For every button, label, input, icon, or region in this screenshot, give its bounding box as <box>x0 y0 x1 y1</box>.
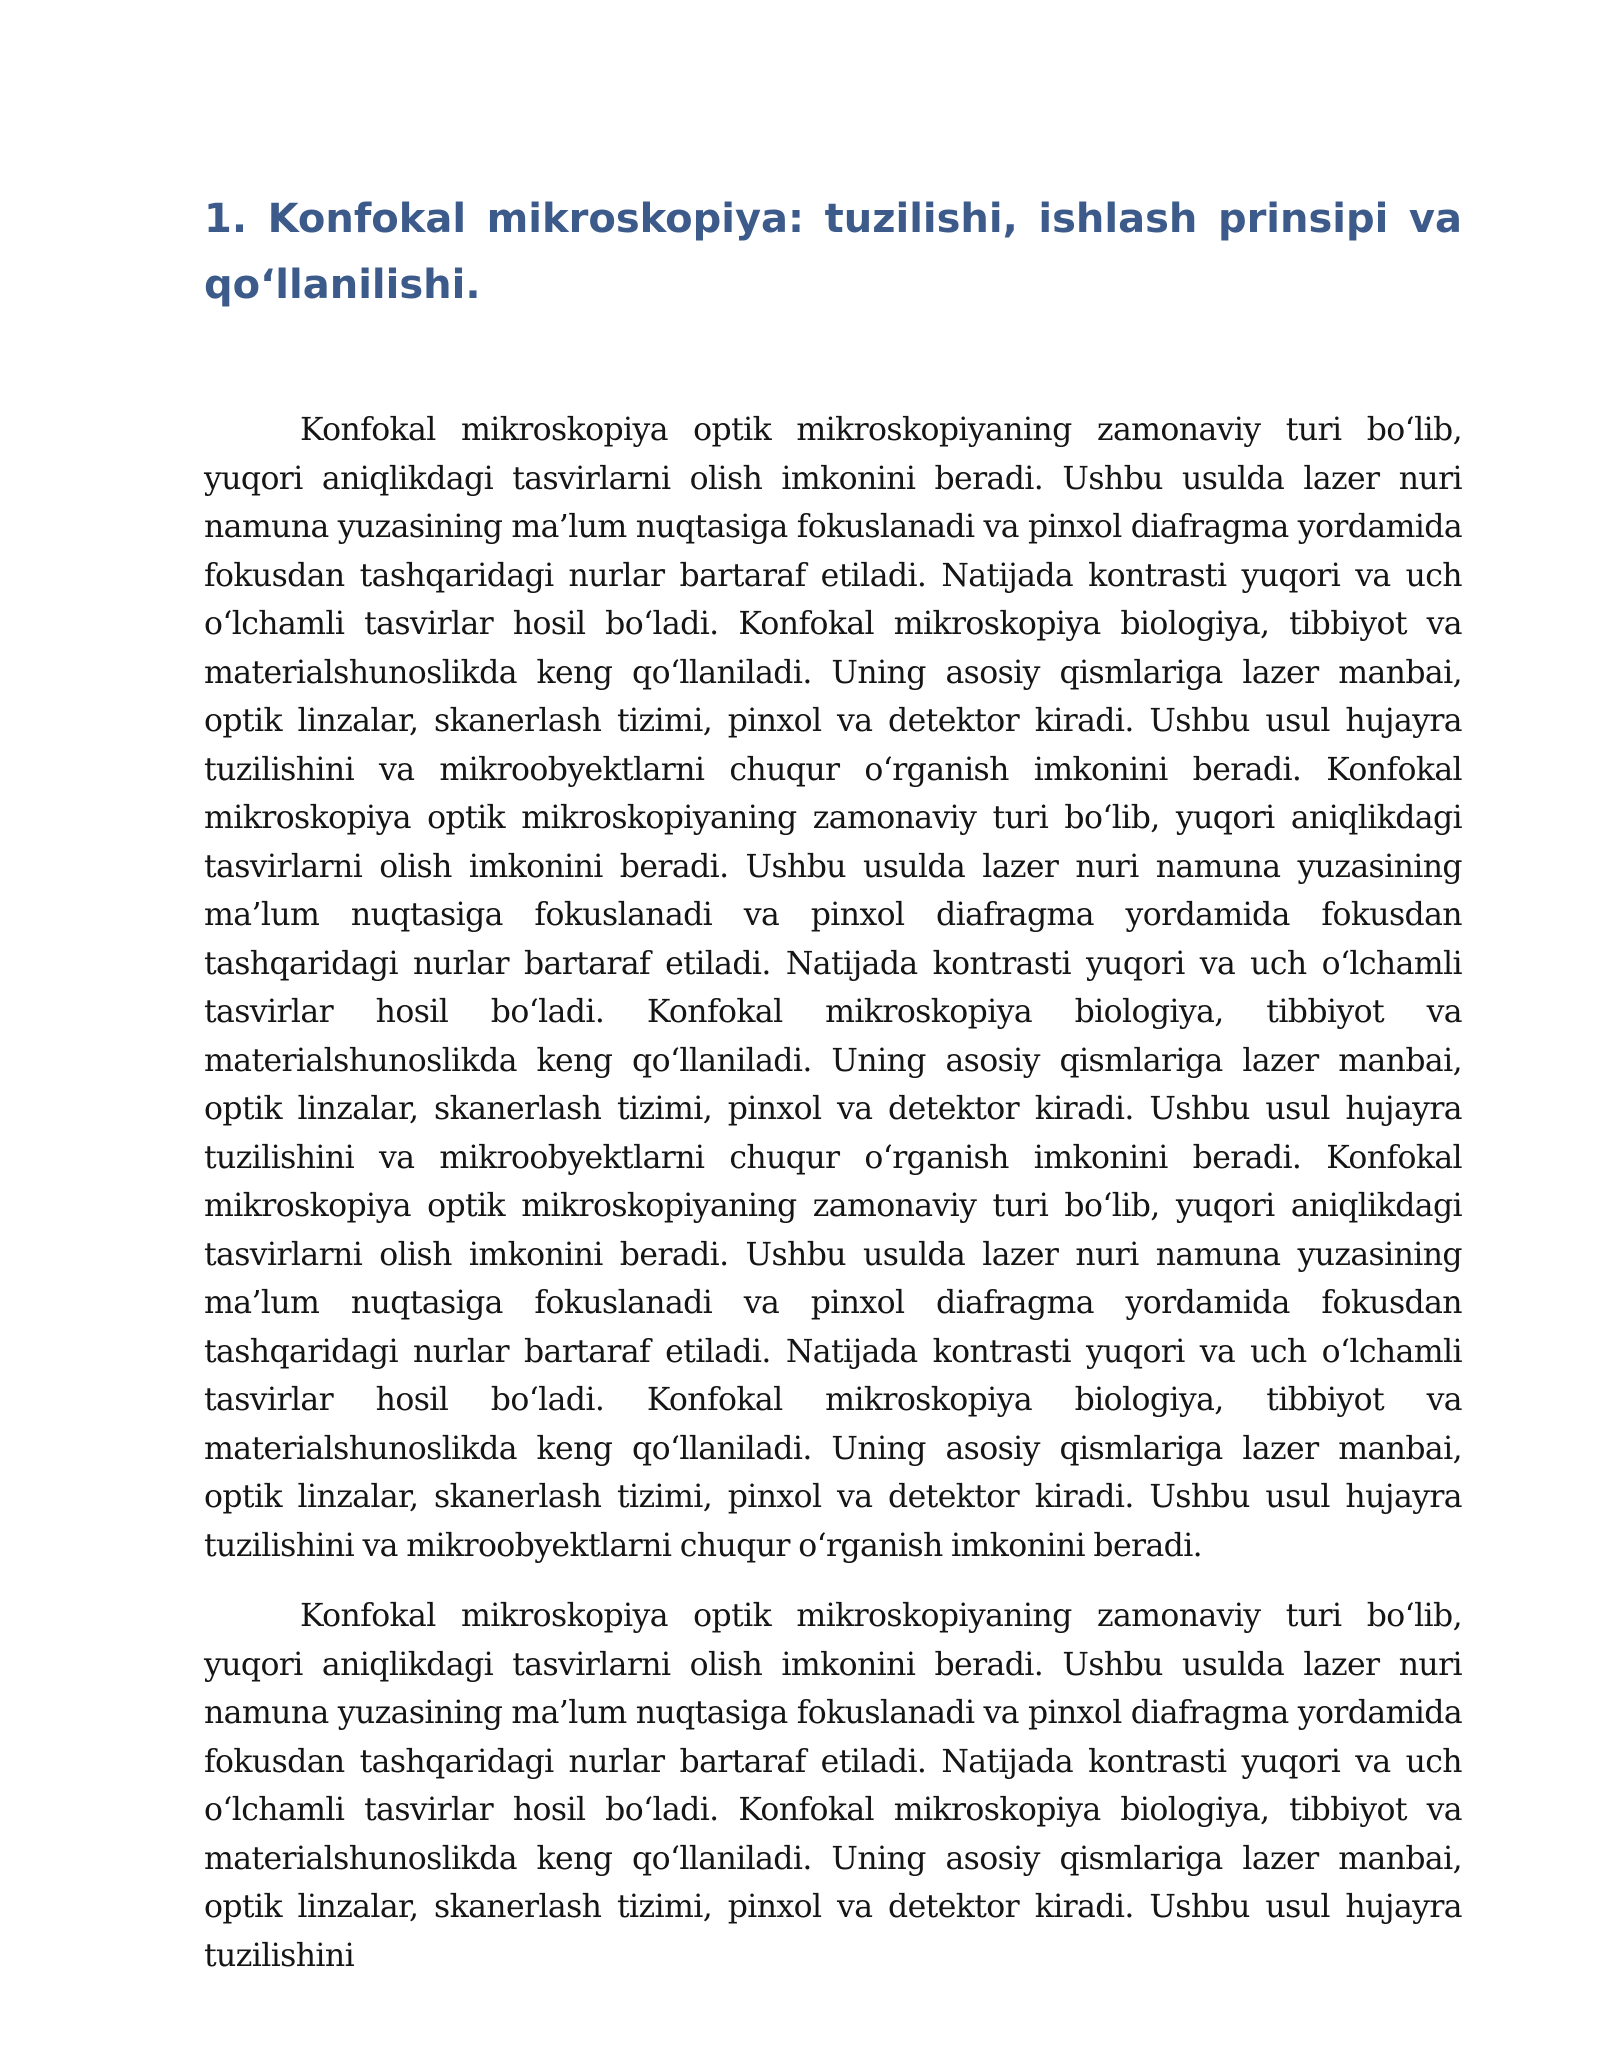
paragraph: Konfokal mikroskopiya optik mikroskopiyaning zamonaviy turi bo‘lib, yuqori aniqlikdagi tasvirlarni olish imkonini beradi. Ushbu usulda lazer nuri namuna yuzasining ma’lum nuqtasiga fokuslanadi va pinxol diafragma yordamida fokusdan tashqaridagi nurlar bartaraf etiladi. Natijada kontrasti yuqori va uch o‘lchamli tasvirlar hosil bo‘ladi. Konfokal mikroskopiya biologiya, tibbiyot va materialshunoslikda keng qo‘llaniladi. Uning asosiy qismlariga lazer manbai, optik linzalar, skanerlash tizimi, pinxol va detektor kiradi. Ushbu usul hujayra tuzilishini <box>204 1598 1462 1974</box>
paragraph: Konfokal mikroskopiya optik mikroskopiyaning zamonaviy turi bo‘lib, yuqori aniqlikdagi tasvirlarni olish imkonini beradi. Ushbu usulda lazer nuri namuna yuzasining ma’lum nuqtasiga fokuslanadi va pinxol diafragma yordamida fokusdan tashqaridagi nurlar bartaraf etiladi. Natijada kontrasti yuqori va uch o‘lchamli tasvirlar hosil bo‘ladi. Konfokal mikroskopiya biologiya, tibbiyot va materialshunoslikda keng qo‘llaniladi. Uning asosiy qismlariga lazer manbai, optik linzalar, skanerlash tizimi, pinxol va detektor kiradi. Ushbu usul hujayra tuzilishini va mikroobyektlarni chuqur o‘rganish imkonini beradi. Konfokal mikroskopiya optik mikroskopiyaning zamonaviy turi bo‘lib, yuqori aniqlikdagi tasvirlarni olish imkonini beradi. Ushbu usulda lazer nuri namuna yuzasining ma’lum nuqtasiga fokuslanadi va pinxol diafragma yordamida fokusdan tashqaridagi nurlar bartaraf etiladi. Natijada kontrasti yuqori va uch o‘lchamli tasvirlar hosil bo‘ladi. Konfokal mikroskopiya biologiya, tibbiyot va materialshunoslikda keng qo‘llaniladi. Uning asosiy qismlariga lazer manbai, optik linzalar, skanerlash tizimi, pinxol va detektor kiradi. Ushbu usul hujayra tuzilishini va mikroobyektlarni chuqur o‘rganish imkonini beradi. Konfokal mikroskopiya optik mikroskopiyaning zamonaviy turi bo‘lib, yuqori aniqlikdagi tasvirlarni olish imkonini beradi. Ushbu usulda lazer nuri namuna yuzasining ma’lum nuqtasiga fokuslanadi va pinxol diafragma yordamida fokusdan tashqaridagi nurlar bartaraf etiladi. Natijada kontrasti yuqori va uch o‘lchamli tasvirlar hosil bo‘ladi. Konfokal mikroskopiya biologiya, tibbiyot va materialshunoslikda keng qo‘llaniladi. Uning asosiy qismlariga lazer manbai, optik linzalar, skanerlash tizimi, pinxol va detektor kiradi. Ushbu usul hujayra tuzilishini va mikroobyektlarni chuqur o‘rganish imkonini beradi. <box>204 412 1462 1564</box>
section-heading: 1. Konfokal mikroskopiya: tuzilishi, ishlash prinsipi va qo‘llanilishi. <box>204 196 1462 308</box>
document-content <box>204 186 1462 2002</box>
body-text <box>204 406 1462 1980</box>
